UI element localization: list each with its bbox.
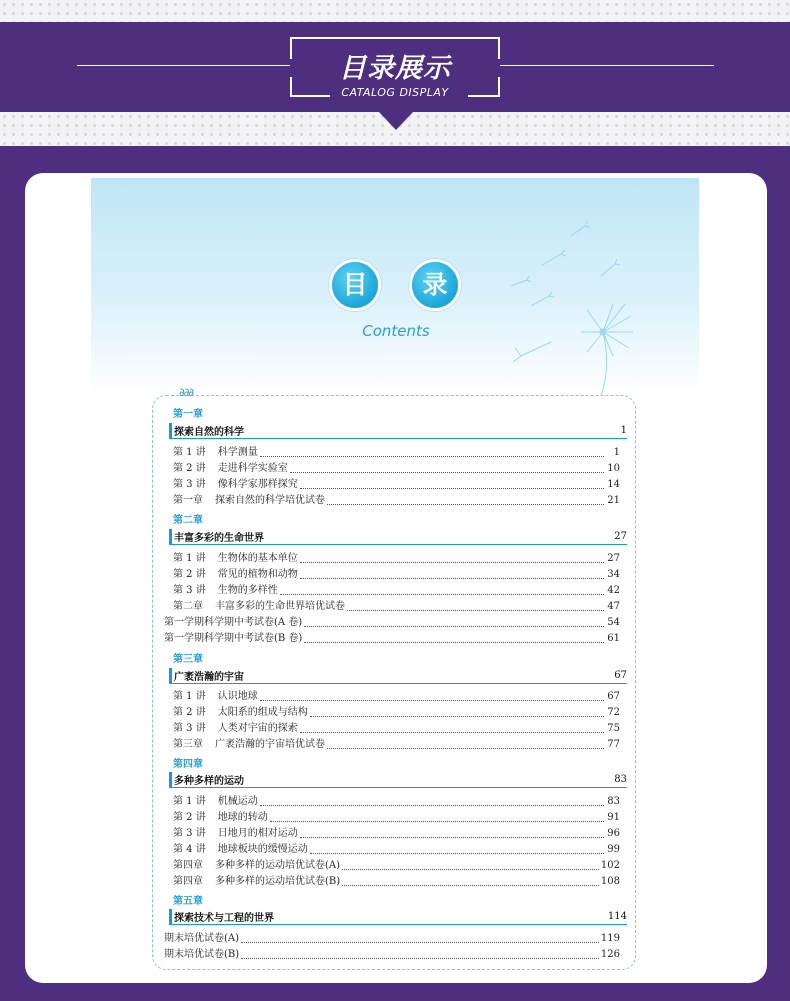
entry-title: 第一学期科学期中考试卷(B 卷) [164, 633, 303, 644]
binder-rings-icon: ∂∂∂ [179, 386, 194, 399]
entry-title: 人类对宇宙的探索 [217, 723, 298, 734]
entry-title: 认识地球 [217, 691, 258, 702]
entry-page: 10 [607, 463, 620, 474]
entry-page: 126 [600, 949, 620, 960]
entry-number: 第 2 讲 [173, 569, 206, 580]
chapter-page: 114 [607, 911, 627, 922]
entry-number: 第三章 [173, 739, 203, 750]
entry-title: 期末培优试卷(B) [164, 949, 240, 960]
toc-entry-exam[interactable] [164, 616, 620, 630]
entry-number: 第 1 讲 [173, 691, 206, 702]
chapter-title: 探索技术与工程的世界 [174, 913, 274, 924]
toc-entry[interactable] [173, 690, 620, 704]
entry-title: 生物的多样性 [217, 585, 278, 596]
catalog-char-circle-1: 目 [329, 259, 381, 311]
entry-number: 第 2 讲 [173, 707, 206, 718]
chapter-title: 多种多样的运动 [174, 776, 244, 787]
toc-entry[interactable] [173, 722, 620, 736]
entry-page: 72 [607, 707, 620, 718]
entry-page: 1 [613, 447, 620, 458]
toc-entry[interactable] [173, 494, 620, 508]
entry-page: 119 [600, 933, 620, 944]
entry-number: 第 1 讲 [173, 447, 206, 458]
chapter-tag: 第四章 [173, 759, 203, 770]
toc-entry[interactable] [173, 478, 620, 492]
chapter-heading[interactable] [169, 909, 627, 925]
entry-number: 第二章 [173, 601, 203, 612]
entry-number: 第 3 讲 [173, 585, 206, 596]
entry-number: 第 2 讲 [173, 812, 206, 823]
entry-title: 太阳系的组成与结构 [217, 707, 308, 718]
top-dotted-band [0, 0, 790, 22]
chapter-heading[interactable] [169, 529, 627, 545]
entry-page: 42 [607, 585, 620, 596]
entry-page: 34 [607, 569, 620, 580]
header-line-left [77, 65, 290, 66]
chapter-title: 广袤浩瀚的宇宙 [174, 672, 244, 683]
entry-number: 第 1 讲 [173, 796, 206, 807]
entry-number: 第 3 讲 [173, 723, 206, 734]
entry-title: 地球的转动 [217, 812, 268, 823]
chapter-tag: 第三章 [173, 654, 203, 665]
entry-title: 像科学家那样探究 [217, 479, 298, 490]
entry-title: 多种多样的运动培优试卷(B) [215, 876, 341, 887]
entry-title: 常见的植物和动物 [217, 569, 298, 580]
entry-page: 67 [607, 691, 620, 702]
chapter-heading[interactable] [169, 668, 627, 684]
toc-entry[interactable] [173, 706, 620, 720]
toc-entry[interactable] [173, 795, 620, 809]
toc-entry[interactable] [173, 875, 620, 889]
entry-page: 61 [607, 633, 620, 644]
entry-page: 77 [607, 739, 620, 750]
entry-page: 108 [600, 876, 620, 887]
toc-entry-final[interactable] [164, 932, 620, 946]
chapter-page: 67 [614, 670, 627, 681]
entry-page: 91 [607, 812, 620, 823]
entry-page: 14 [607, 479, 620, 490]
toc-entry[interactable] [173, 738, 620, 752]
entry-number: 第 4 讲 [173, 844, 206, 855]
dandelion-illustration [501, 206, 641, 396]
toc-entry[interactable] [173, 584, 620, 598]
entry-title: 广袤浩瀚的宇宙培优试卷 [215, 739, 325, 750]
toc-entry[interactable] [173, 843, 620, 857]
entry-page: 47 [607, 601, 620, 612]
entry-number: 第 2 讲 [173, 463, 206, 474]
catalog-char-circle-2: 录 [409, 259, 461, 311]
entry-number: 第 3 讲 [173, 828, 206, 839]
entry-page: 75 [607, 723, 620, 734]
toc-entry[interactable] [173, 811, 620, 825]
page-subtitle: CATALOG DISPLAY [341, 86, 449, 99]
chapter-tag: 第一章 [173, 409, 203, 420]
toc-entry-exam[interactable] [164, 632, 620, 646]
entry-page: 83 [607, 796, 620, 807]
chapter-heading[interactable] [169, 772, 627, 788]
entry-title: 科学测量 [217, 447, 258, 458]
toc-entry[interactable] [173, 552, 620, 566]
entry-title: 地球板块的缓慢运动 [217, 844, 308, 855]
chapter-title: 探索自然的科学 [174, 427, 244, 438]
chapter-tag: 第二章 [173, 515, 203, 526]
chapter-heading[interactable] [169, 423, 627, 439]
chapter-page: 83 [614, 774, 627, 785]
entry-page: 96 [607, 828, 620, 839]
entry-title: 走进科学实验室 [217, 463, 288, 474]
chapter-tag: 第五章 [173, 896, 203, 907]
header-line-right [500, 65, 714, 66]
entry-title: 丰富多彩的生命世界培优试卷 [215, 601, 345, 612]
entry-page: 102 [600, 860, 620, 871]
entry-number: 第一章 [173, 495, 203, 506]
catalog-page [91, 178, 699, 983]
entry-page: 99 [607, 844, 620, 855]
toc-entry-final[interactable] [164, 948, 620, 962]
contents-heading: Contents [362, 322, 430, 340]
entry-title: 探索自然的科学培优试卷 [215, 495, 325, 506]
chapter-title: 丰富多彩的生命世界 [174, 533, 264, 544]
page-title: 目录展示 [339, 53, 451, 84]
toc-entry[interactable] [173, 827, 620, 841]
header-arrow-notch [379, 112, 413, 130]
entry-title: 日地月的相对运动 [217, 828, 298, 839]
entry-number: 第 1 讲 [173, 553, 206, 564]
entry-number: 第四章 [173, 860, 203, 871]
toc-entry[interactable] [173, 600, 620, 614]
entry-page: 54 [607, 617, 620, 628]
entry-number: 第 3 讲 [173, 479, 206, 490]
entry-page: 27 [607, 553, 620, 564]
toc-entry[interactable] [173, 446, 620, 460]
entry-page: 21 [607, 495, 620, 506]
entry-number: 第四章 [173, 876, 203, 887]
entry-title: 期末培优试卷(A) [164, 933, 240, 944]
entry-title: 机械运动 [217, 796, 258, 807]
entry-title: 第一学期科学期中考试卷(A 卷) [164, 617, 303, 628]
chapter-page: 27 [614, 531, 627, 542]
toc-entry[interactable] [173, 859, 620, 873]
toc-entry[interactable] [173, 568, 620, 582]
entry-title: 多种多样的运动培优试卷(A) [215, 860, 341, 871]
toc-entry[interactable] [173, 462, 620, 476]
chapter-page: 1 [620, 425, 627, 436]
entry-title: 生物体的基本单位 [217, 553, 298, 564]
